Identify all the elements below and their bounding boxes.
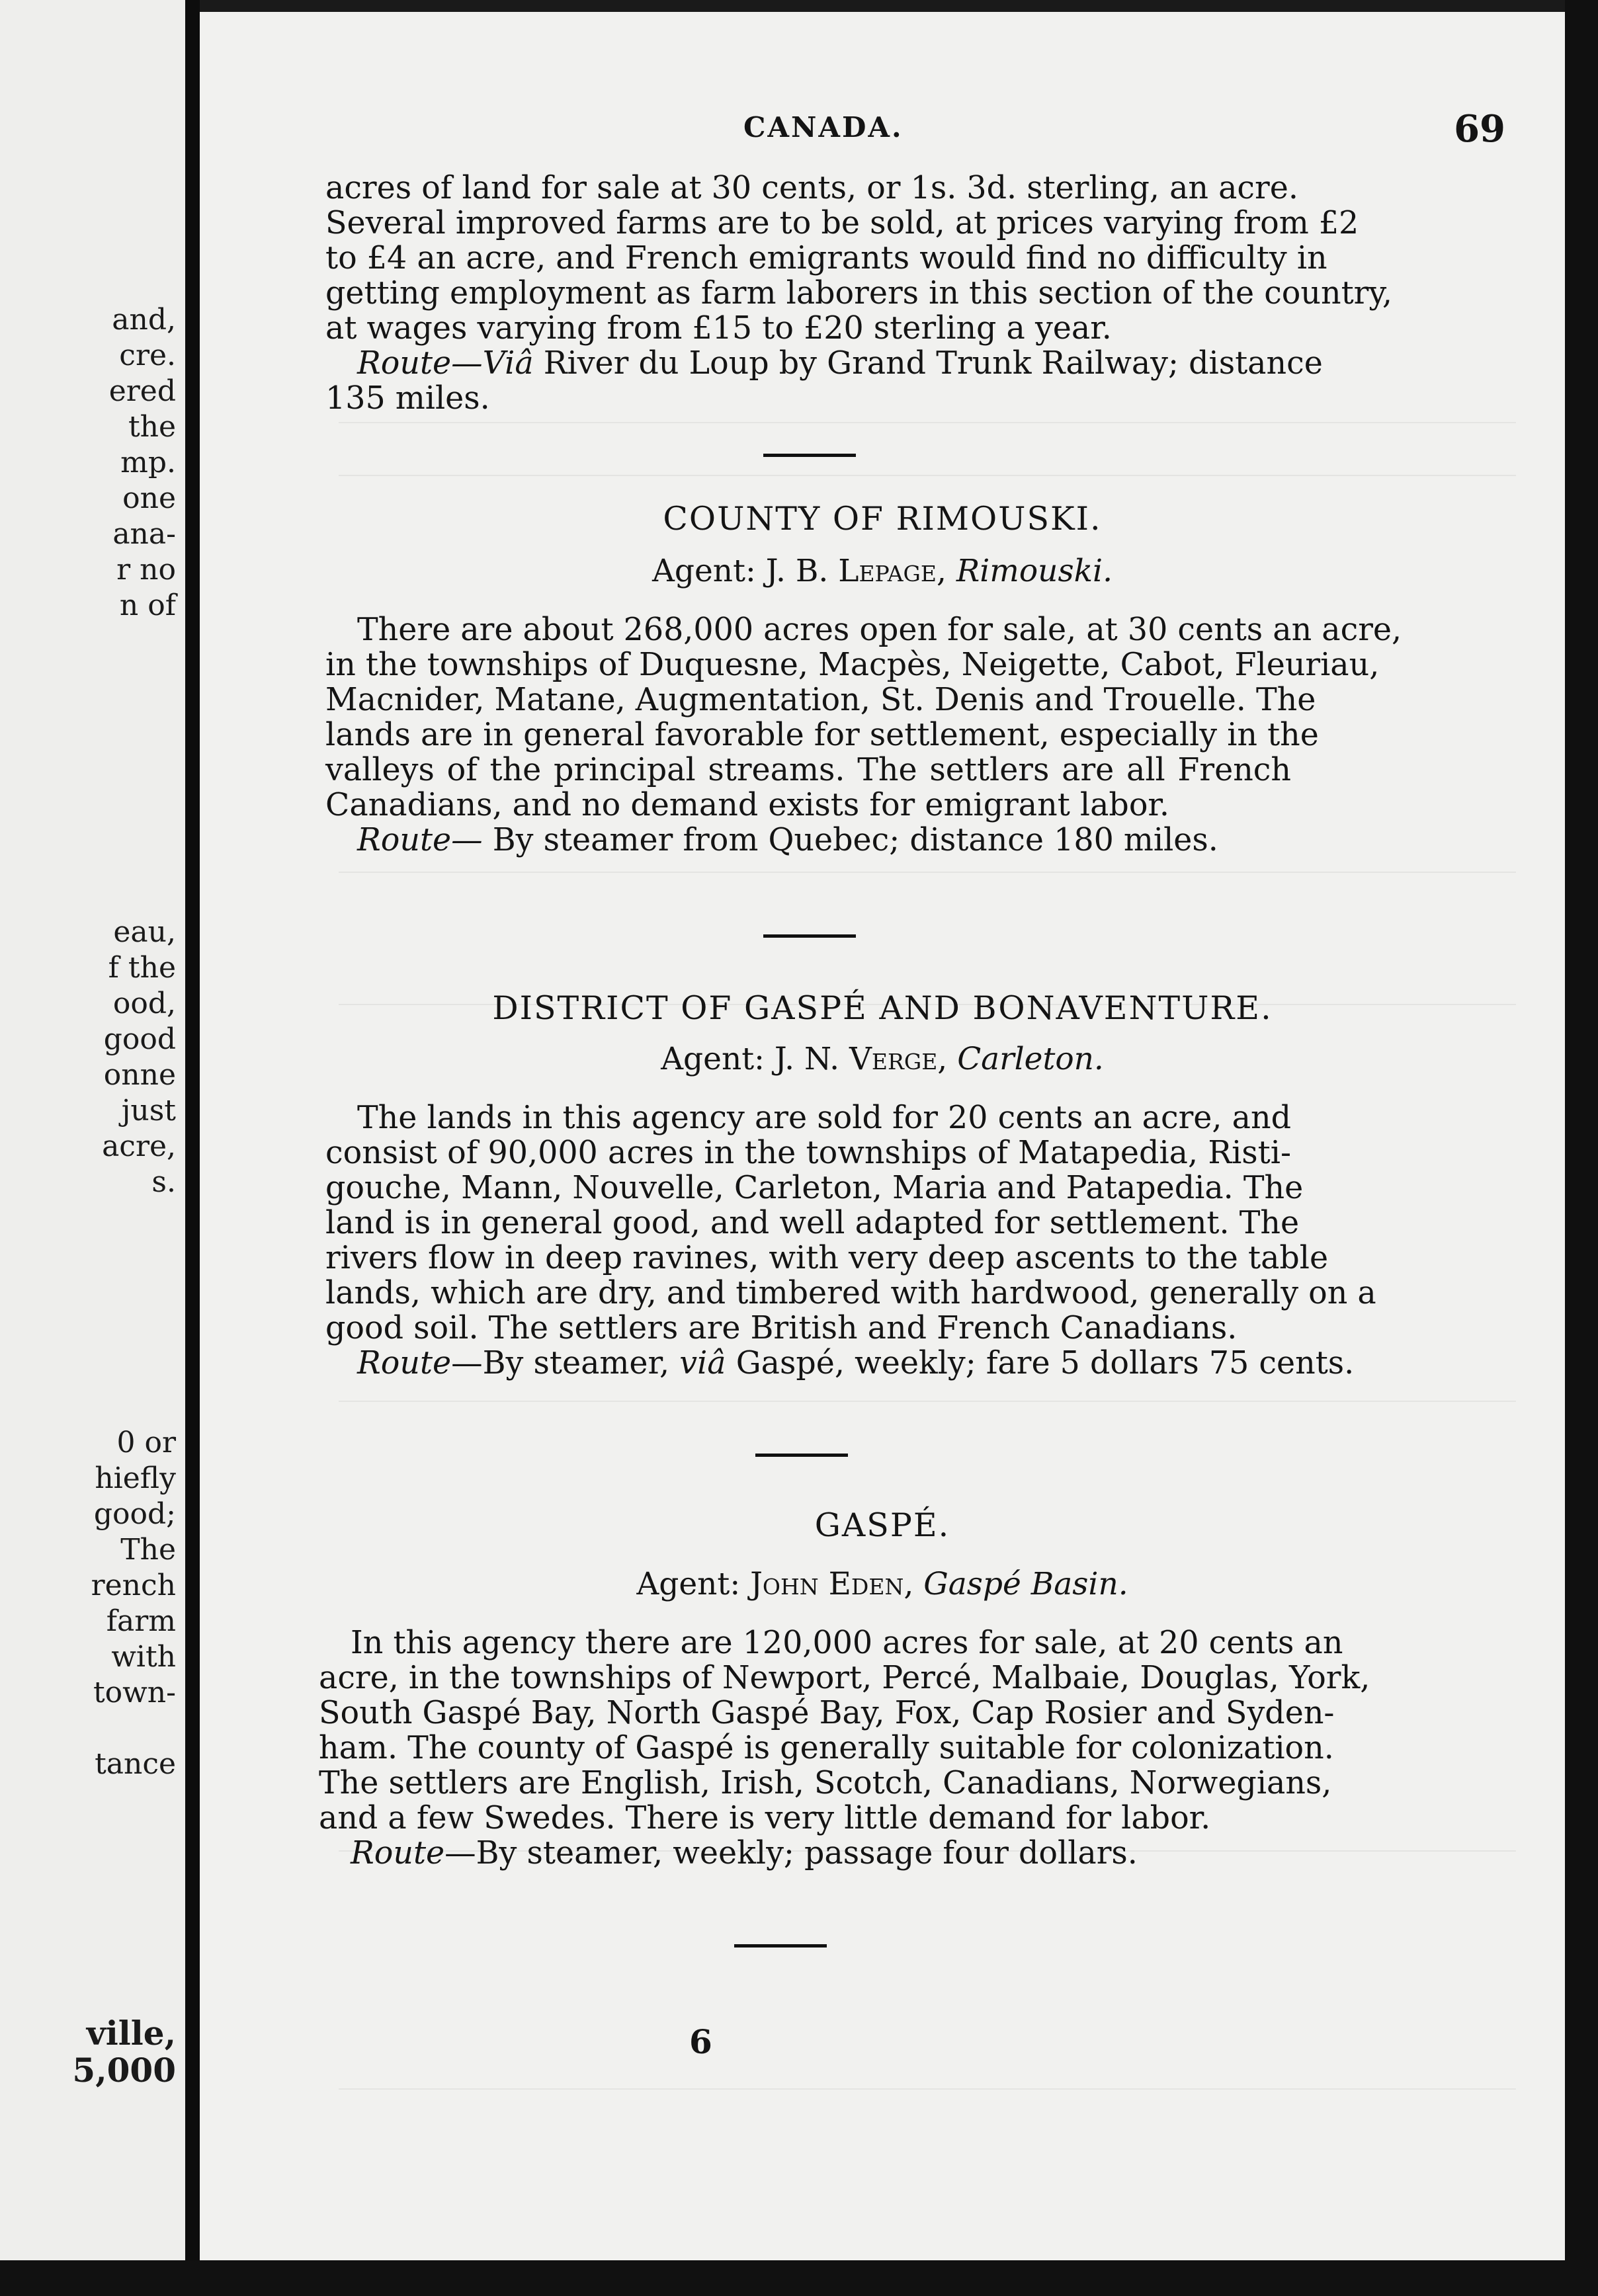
left-page-line: The bbox=[120, 1533, 176, 1567]
text-line: at wages varying from £15 to £20 sterling a year. bbox=[325, 310, 1112, 347]
left-page-line: eau, bbox=[113, 915, 176, 949]
route-line: Route— By steamer from Quebec; distance 180 miles. bbox=[357, 822, 1218, 858]
section-title-rimouski: COUNTY OF RIMOUSKI. bbox=[663, 500, 1102, 538]
book-page bbox=[200, 12, 1565, 2260]
section-title-gaspe: GASPÉ. bbox=[814, 1506, 950, 1544]
text-line: in the townships of Duquesne, Macpès, Neigette, Cabot, Fleuriau, bbox=[325, 647, 1380, 683]
text-line: acres of land for sale at 30 cents, or 1s. 3d. sterling, an acre. bbox=[325, 170, 1298, 206]
text-line: There are about 268,000 acres open for sale, at 30 cents an acre, bbox=[357, 612, 1402, 648]
text-line: South Gaspé Bay, North Gaspé Bay, Fox, Cap Rosier and Syden- bbox=[319, 1695, 1335, 1731]
text-line: consist of 90,000 acres in the townships of Matapedia, Risti- bbox=[325, 1135, 1291, 1171]
page-number: 69 bbox=[1454, 107, 1505, 151]
book-gutter bbox=[185, 0, 200, 2296]
text-line: land is in general good, and well adapted for settlement. The bbox=[325, 1205, 1300, 1241]
section-rule bbox=[763, 454, 856, 457]
left-page-line: n of bbox=[119, 589, 176, 622]
text-line: getting employment as farm laborers in this section of the country, bbox=[325, 275, 1393, 311]
text-line: ham. The county of Gaspé is generally suitable for colonization. bbox=[319, 1730, 1334, 1766]
route-line: Route—Viâ River du Loup by Grand Trunk Railway; distance bbox=[357, 345, 1323, 382]
page-edge-right bbox=[1565, 0, 1598, 2296]
page-edge-bottom bbox=[0, 2260, 1598, 2296]
left-page-line: acre, bbox=[102, 1129, 176, 1163]
rimouski-paragraph bbox=[325, 612, 1402, 858]
left-page-line: good bbox=[103, 1022, 176, 1056]
left-page-line: 5,000 bbox=[72, 2051, 176, 2090]
running-head: CANADA. bbox=[743, 111, 904, 144]
left-facing-page bbox=[0, 0, 185, 2296]
left-page-line: cre. bbox=[119, 339, 176, 372]
left-page-line: ville, bbox=[86, 2014, 176, 2053]
agent-line-gaspe: Agent: John Eden, Gaspé Basin. bbox=[636, 1566, 1128, 1602]
text-line: The settlers are English, Irish, Scotch, Canadians, Norwegians, bbox=[319, 1765, 1332, 1801]
text-line: rivers flow in deep ravines, with very deep ascents to the table bbox=[325, 1240, 1329, 1276]
left-page-line: mp. bbox=[120, 446, 176, 479]
text-line: and a few Swedes. There is very little demand for labor. bbox=[319, 1800, 1211, 1836]
text-line: lands are in general favorable for settlement, especially in the bbox=[325, 717, 1319, 753]
text-line: Several improved farms are to be sold, at prices varying from £2 bbox=[325, 205, 1359, 241]
signature-mark: 6 bbox=[689, 2022, 712, 2061]
text-line: In this agency there are 120,000 acres for sale, at 20 cents an bbox=[351, 1625, 1343, 1661]
text-line: valleys of the principal streams. The settlers are all French bbox=[325, 752, 1291, 788]
page-header bbox=[200, 104, 1565, 151]
left-page-line: farm bbox=[106, 1604, 176, 1638]
gaspe-paragraph bbox=[319, 1625, 1370, 1871]
text-line: gouche, Mann, Nouvelle, Carleton, Maria and Patapedia. The bbox=[325, 1170, 1304, 1206]
text-line: lands, which are dry, and timbered with hardwood, generally on a bbox=[325, 1275, 1376, 1311]
left-page-line: good; bbox=[93, 1497, 176, 1531]
left-page-line: ered bbox=[108, 374, 176, 408]
left-page-line: ood, bbox=[112, 987, 176, 1020]
text-line: to £4 an acre, and French emigrants would find no difficulty in bbox=[325, 240, 1327, 276]
route-line: Route—By steamer, weekly; passage four dollars. bbox=[351, 1835, 1138, 1871]
left-page-line: onne bbox=[103, 1058, 176, 1092]
text-line: good soil. The settlers are British and French Canadians. bbox=[325, 1310, 1238, 1346]
left-page-line: with bbox=[111, 1640, 176, 1674]
agent-line-gaspe-bonaventure: Agent: J. N. Verge, Carleton. bbox=[661, 1041, 1104, 1077]
left-page-line: the bbox=[128, 410, 176, 444]
section-title-gaspe-bonaventure: DISTRICT OF GASPÉ AND BONAVENTURE. bbox=[492, 989, 1273, 1027]
left-page-line: r no bbox=[116, 553, 176, 587]
text-line: acre, in the townships of Newport, Percé, Malbaie, Douglas, York, bbox=[319, 1660, 1370, 1696]
text-line: Canadians, and no demand exists for emigrant labor. bbox=[325, 787, 1170, 823]
left-page-line: and, bbox=[112, 303, 176, 337]
left-page-line: 0 or bbox=[116, 1426, 176, 1459]
intro-paragraph bbox=[325, 170, 1393, 417]
left-page-line: one bbox=[122, 481, 176, 515]
section-rule bbox=[763, 934, 856, 938]
left-page-line: f the bbox=[108, 951, 176, 985]
left-page-line: tance bbox=[95, 1747, 176, 1781]
left-page-line: rench bbox=[91, 1569, 176, 1602]
section-rule bbox=[755, 1454, 848, 1457]
agent-line-rimouski: Agent: J. B. Lepage, Rimouski. bbox=[652, 553, 1113, 589]
text-line: The lands in this agency are sold for 20 cents an acre, and bbox=[357, 1100, 1291, 1136]
left-page-line: hiefly bbox=[95, 1461, 176, 1495]
gaspe-bonaventure-paragraph bbox=[325, 1100, 1376, 1381]
left-page-line: town- bbox=[93, 1676, 176, 1709]
left-page-line: s. bbox=[151, 1165, 176, 1199]
route-line: Route—By steamer, viâ Gaspé, weekly; fare 5 dollars 75 cents. bbox=[357, 1345, 1355, 1381]
section-rule bbox=[734, 1944, 827, 1948]
left-page-line: ana- bbox=[112, 517, 176, 551]
left-page-line: just bbox=[121, 1094, 176, 1128]
text-line: Macnider, Matane, Augmentation, St. Denis and Trouelle. The bbox=[325, 682, 1316, 718]
route-line: 135 miles. bbox=[325, 380, 490, 417]
